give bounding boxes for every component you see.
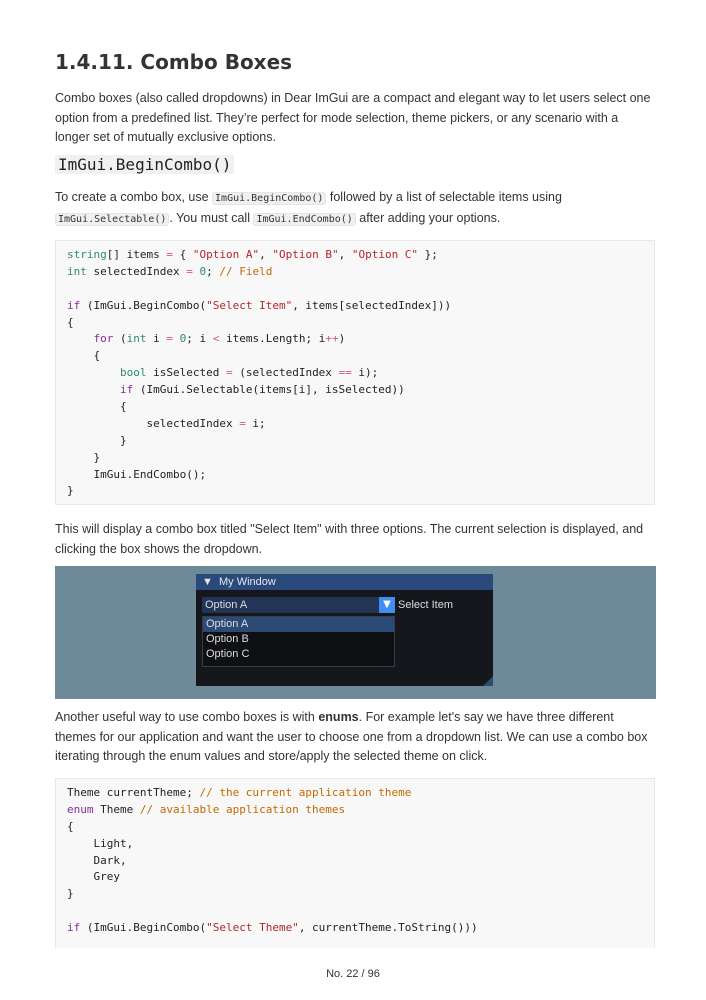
window-titlebar[interactable] (196, 574, 493, 590)
code-token: (ImGui.Selectable(items[i], isSelected)) (133, 383, 405, 397)
combo-arrow-icon[interactable]: ▼ (379, 597, 395, 613)
code-line (67, 247, 643, 264)
code-line (67, 315, 643, 332)
code-token: "Option C" (351, 248, 419, 261)
code-token: ; (206, 264, 220, 278)
code-token: = (166, 332, 173, 346)
code-token: string (67, 248, 107, 261)
code-token: ImGui.EndCombo(); (67, 467, 207, 481)
code-token (67, 332, 94, 345)
code-line (67, 450, 643, 467)
code-line (67, 298, 643, 315)
code-token: if (67, 921, 81, 935)
code-token: [] items (106, 248, 167, 261)
code-token: i); (351, 366, 379, 380)
code-line (67, 382, 643, 399)
code-line (67, 348, 643, 365)
text: To create a combo box, use (55, 190, 213, 204)
code-token: , currentTheme.ToString())) (298, 921, 478, 935)
bold-text: enums (318, 710, 359, 724)
code-token: = (225, 366, 233, 380)
code-token (67, 383, 120, 396)
code-token: }; (418, 248, 438, 261)
code-token: = (186, 264, 193, 278)
combo-label: Select Item (398, 599, 454, 611)
code-token: if (67, 298, 81, 312)
code-line (67, 467, 643, 484)
text: Another useful way to use combo boxes is with (55, 710, 319, 724)
collapse-triangle-icon[interactable]: ▼ (202, 576, 213, 588)
code-line (67, 836, 643, 853)
code-line (67, 920, 643, 937)
code-token: "Select Item" (206, 298, 293, 312)
code-line (67, 365, 643, 382)
code-line (67, 483, 643, 500)
code-token: items.Length; i (219, 332, 326, 346)
subsection-heading: ImGui.BeginCombo() (55, 155, 234, 174)
code-token: "Option B" (272, 248, 339, 261)
combo-box[interactable]: Option A (202, 597, 379, 613)
code-token: Grey (67, 870, 120, 884)
code-line (67, 903, 643, 920)
code-token: selectedIndex (67, 416, 240, 430)
code-token: 0 (199, 264, 207, 278)
text: . You must call (169, 210, 254, 225)
paragraph-begincombo (55, 188, 655, 229)
code-token: , (259, 248, 273, 261)
code-token: i (146, 332, 167, 346)
code-line (67, 785, 643, 802)
code-block-enum (55, 778, 655, 948)
paragraph-description: This will display a combo box titled "Select Item" with three options. The current selection is displayed, and clicking the box shows the dropdown. (55, 522, 644, 556)
code-token: int (126, 332, 147, 346)
code-token: 0 (179, 332, 187, 346)
code-block-combo (55, 240, 655, 505)
inline-code: ImGui.Selectable() (55, 213, 169, 226)
code-token: ( (113, 332, 127, 346)
code-token: == (338, 366, 352, 380)
code-token: int (67, 264, 87, 278)
text: . For example let's say we have three different themes for our application and want the user to choose one from a dropdown list. We can use a combo box iterating through the enum values and store/apply the selected theme on click. (55, 710, 648, 763)
code-line (67, 819, 643, 836)
code-token: for (93, 332, 114, 346)
code-line (67, 264, 643, 281)
code-token: , items[selectedIndex])) (292, 298, 452, 312)
combo-option[interactable]: Option A (203, 617, 394, 632)
code-token: if (119, 383, 134, 397)
code-token: { (67, 400, 127, 414)
imgui-window (196, 574, 493, 686)
inline-code: ImGui.EndCombo() (253, 213, 355, 226)
page-number: No. 22 / 96 (326, 968, 380, 980)
code-token: ++ (325, 332, 339, 346)
code-token: Dark, (67, 853, 127, 867)
code-token: selectedIndex (86, 264, 187, 278)
code-token: i; (245, 416, 266, 430)
combo-option[interactable]: Option B (206, 633, 249, 645)
combo-option[interactable]: Option C (206, 648, 250, 660)
code-token: { (67, 315, 74, 329)
inline-code: ImGui.BeginCombo() (212, 192, 326, 205)
code-token: { (172, 248, 193, 261)
code-token: "Option A" (192, 248, 260, 261)
code-token: // Field (219, 264, 273, 278)
code-token: ) (338, 332, 346, 346)
code-token: enum (67, 802, 94, 816)
code-token: } (67, 450, 101, 464)
code-token: // the current application theme (199, 786, 412, 799)
code-line (67, 331, 643, 348)
code-line (67, 433, 643, 450)
resize-grip[interactable] (483, 676, 493, 686)
text: followed by a list of selectable items using (326, 190, 562, 204)
code-token: bool (119, 366, 147, 380)
code-token: "Select Theme" (206, 921, 299, 935)
code-token: } (67, 433, 127, 447)
window-title: My Window (219, 576, 276, 588)
paragraph-enums (55, 708, 655, 767)
code-token: (ImGui.BeginCombo( (80, 921, 207, 935)
code-line (67, 281, 643, 298)
code-token: < (212, 332, 220, 346)
code-line (67, 853, 643, 870)
intro-paragraph: Combo boxes (also called dropdowns) in Dear ImGui are a compact and elegant way to let users select one option from a predefined list. They’re perfect for mode selection, theme pickers, or any scenario with a longer set of mutually exclusive options. (55, 91, 651, 144)
code-token: ; i (186, 332, 213, 346)
code-line (67, 416, 643, 433)
code-token: Light, (67, 836, 134, 850)
code-token (173, 332, 180, 345)
code-line (67, 869, 643, 886)
code-token: // available application themes (139, 802, 346, 816)
code-token: Theme currentTheme; (67, 786, 200, 799)
text: after adding your options. (355, 210, 501, 225)
combo-dropdown (202, 616, 395, 667)
code-token (67, 366, 120, 379)
code-token: (selectedIndex (232, 366, 339, 380)
code-token: = (239, 416, 246, 430)
code-token: } (67, 887, 74, 901)
code-token: isSelected (146, 366, 226, 380)
code-line (67, 399, 643, 416)
code-line (67, 886, 643, 903)
code-token: { (67, 819, 74, 833)
code-line (67, 802, 643, 819)
code-token: (ImGui.BeginCombo( (80, 298, 207, 312)
code-token: , (338, 248, 352, 261)
code-token: Theme (93, 802, 140, 816)
code-token: { (67, 349, 101, 363)
section-heading: 1.4.11. Combo Boxes (55, 50, 293, 74)
code-token: } (67, 484, 74, 498)
code-token: = (166, 248, 173, 261)
